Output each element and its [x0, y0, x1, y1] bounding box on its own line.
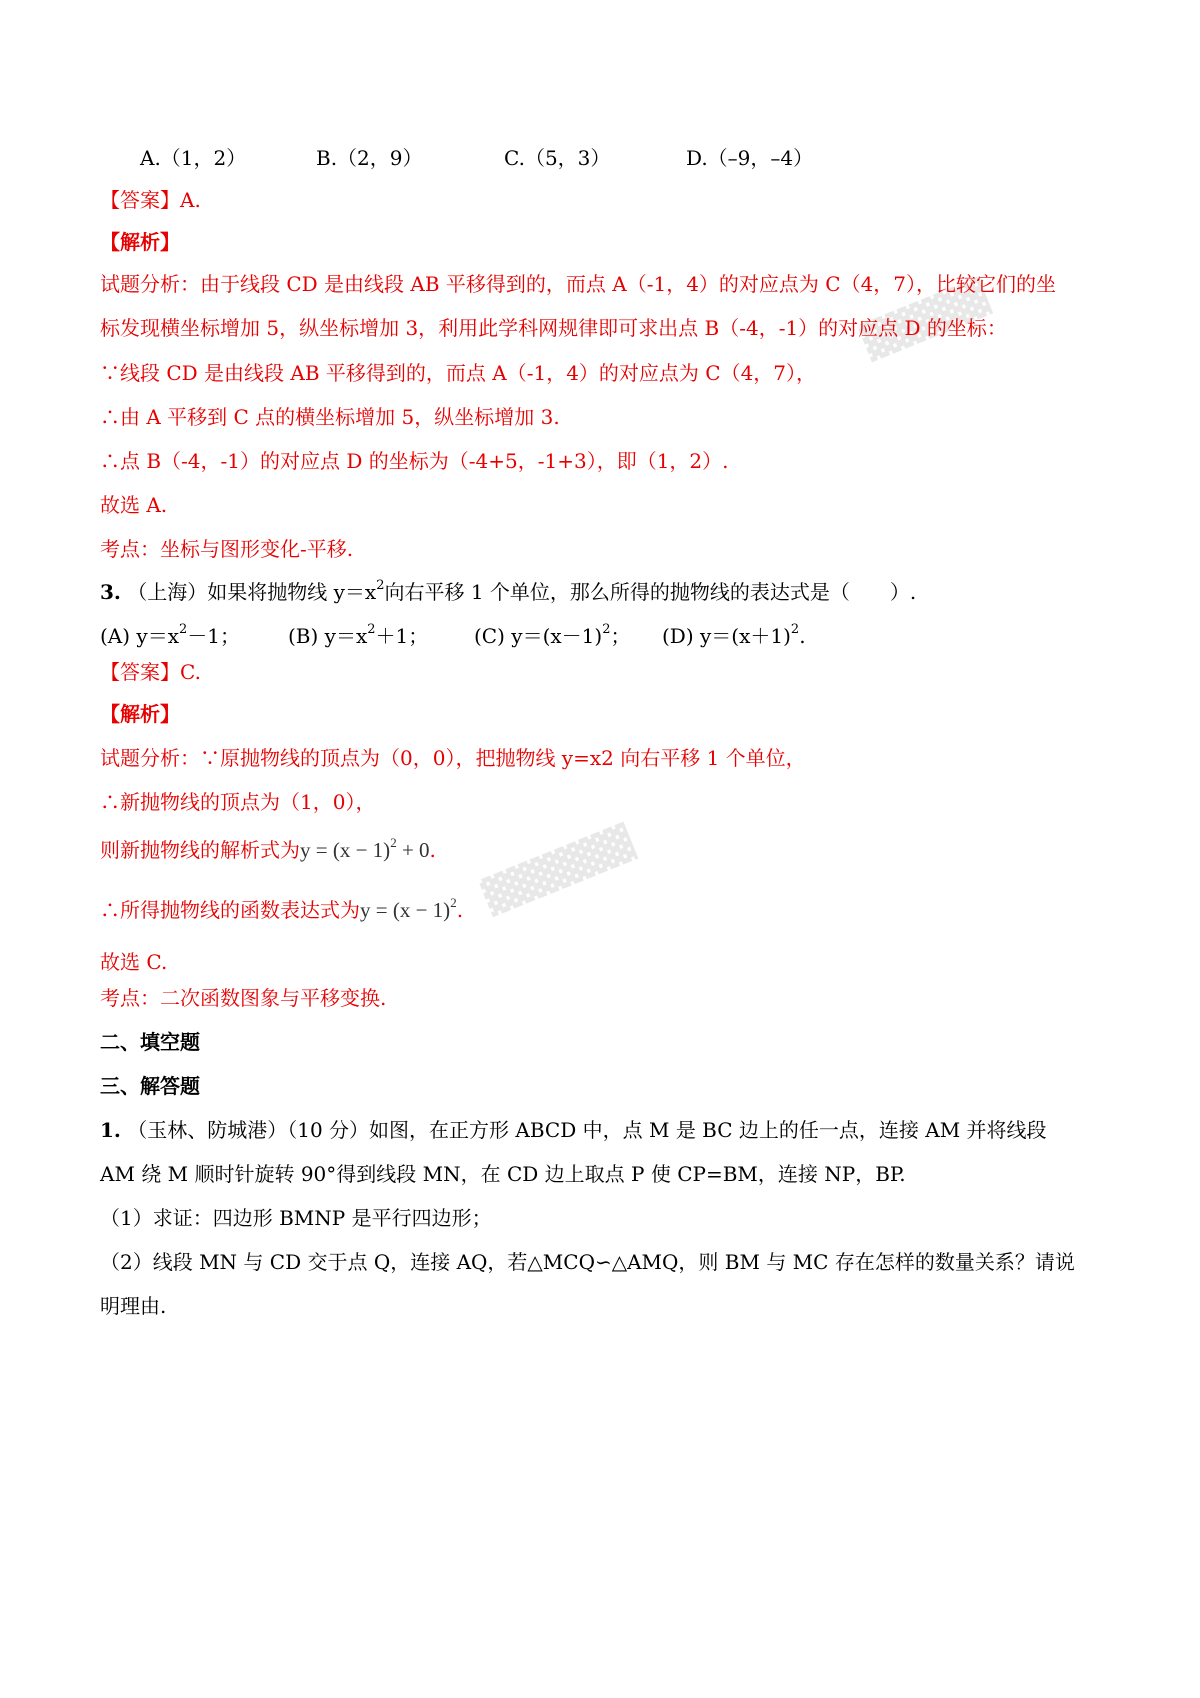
exponent: 2 — [178, 622, 188, 638]
option-a — [100, 624, 240, 648]
option-text: (B) y＝x — [288, 624, 368, 648]
option-text: (C) y＝(x－1) — [474, 624, 603, 648]
watermark: ▓▓▓▓▓ — [857, 276, 994, 364]
section-heading: 三、解答题 — [100, 1074, 200, 1098]
problem-part-2-cont: 明理由. — [100, 1294, 167, 1318]
analysis-text: . — [429, 838, 436, 862]
option-d: D.（–9，–4） — [686, 146, 814, 170]
stem-text: （上海）如果将抛物线 y＝x — [127, 580, 377, 604]
analysis-line: ∵线段 CD 是由线段 AB 平移得到的，而点 A（-1，4）的对应点为 C（4，7）， — [100, 361, 817, 385]
analysis-line — [100, 835, 436, 862]
analysis-line: ∴由 A 平移到 C 点的横坐标增加 5，纵坐标增加 3. — [100, 405, 560, 429]
problem-part-2: （2）线段 MN 与 CD 交于点 Q，连接 AQ，若△MCQ∽△AMQ，则 BM 与 MC 存在怎样的数量关系？请说 — [100, 1250, 1075, 1274]
analysis-line: 试题分析：由于线段 CD 是由线段 AB 平移得到的，而点 A（-1，4）的对应点为 C（4，7），比较它们的坐 — [100, 272, 1057, 296]
exponent: 2 — [450, 895, 457, 910]
section-heading: 二、填空题 — [100, 1030, 200, 1054]
option-text: (D) y＝(x＋1) — [662, 624, 791, 648]
analysis-text: . — [456, 898, 464, 922]
kaodian: 考点：坐标与图形变化-平移. — [100, 537, 354, 561]
analysis-line: ∴新抛物线的顶点为（1，0）， — [100, 790, 376, 814]
stem-text: 向右平移 1 个单位，那么所得的抛物线的表达式是（ ）. — [384, 580, 917, 604]
analysis-line: 试题分析：∵原抛物线的顶点为（0，0），把抛物线 y=x2 向右平移 1 个单位， — [100, 746, 806, 770]
analysis-title: 【解析】 — [100, 702, 180, 726]
question-3-stem — [100, 580, 916, 604]
formula-text: y = (x − 1) — [300, 838, 391, 862]
option-text: －1； — [187, 624, 240, 648]
analysis-line: ∴点 B（-4，-1）的对应点 D 的坐标为（-4+5，-1+3），即（1，2）. — [100, 449, 729, 473]
analysis-line — [100, 895, 464, 922]
option-text: (A) y＝x — [100, 624, 179, 648]
problem-part-1: （1）求证：四边形 BMNP 是平行四边形； — [100, 1206, 492, 1230]
problem-1-line — [100, 1118, 1047, 1142]
kaodian: 考点：二次函数图象与平移变换. — [100, 986, 387, 1010]
option-d — [662, 624, 806, 648]
problem-text: （玉林、防城港）（10 分）如图，在正方形 ABCD 中，点 M 是 BC 边上的任一点，连接 AM 并将线段 — [127, 1118, 1047, 1142]
watermark: ▓▓▓▓▓▓ — [478, 822, 639, 918]
option-c: C.（5，3） — [504, 146, 611, 170]
answer-label: 【答案】A. — [100, 188, 201, 212]
analysis-line: 故选 C. — [100, 950, 168, 974]
option-b — [288, 624, 428, 648]
formula — [300, 835, 430, 862]
formula-text: + 0 — [396, 838, 430, 862]
exponent: 2 — [602, 622, 611, 638]
exponent: 2 — [376, 578, 385, 594]
analysis-text: ∴所得抛物线的函数表达式为 — [100, 898, 360, 922]
question-number: 1. — [100, 1118, 121, 1142]
option-text: ＋1； — [375, 624, 429, 648]
analysis-line: 故选 A. — [100, 493, 168, 517]
option-c — [474, 624, 630, 648]
analysis-line: 标发现横坐标增加 5，纵坐标增加 3，利用此学科网规律即可求出点 B（-4，-1）的对应点 D 的坐标： — [100, 316, 1007, 340]
answer-label: 【答案】C. — [100, 660, 201, 684]
option-text: ； — [610, 624, 631, 648]
analysis-title: 【解析】 — [100, 230, 180, 254]
option-a: A.（1，2） — [140, 146, 247, 170]
exponent: 2 — [367, 622, 376, 638]
formula — [360, 895, 457, 922]
question-number: 3. — [100, 580, 121, 604]
exponent: 2 — [790, 622, 800, 638]
exponent: 2 — [390, 835, 397, 850]
problem-1-line: AM 绕 M 顺时针旋转 90°得到线段 MN，在 CD 边上取点 P 使 CP=BM，连接 NP，BP. — [100, 1162, 906, 1186]
analysis-text: 则新抛物线的解析式为 — [100, 838, 300, 862]
option-b: B.（2，9） — [316, 146, 423, 170]
option-text: . — [799, 624, 806, 648]
formula-text: y = (x − 1) — [360, 898, 451, 922]
